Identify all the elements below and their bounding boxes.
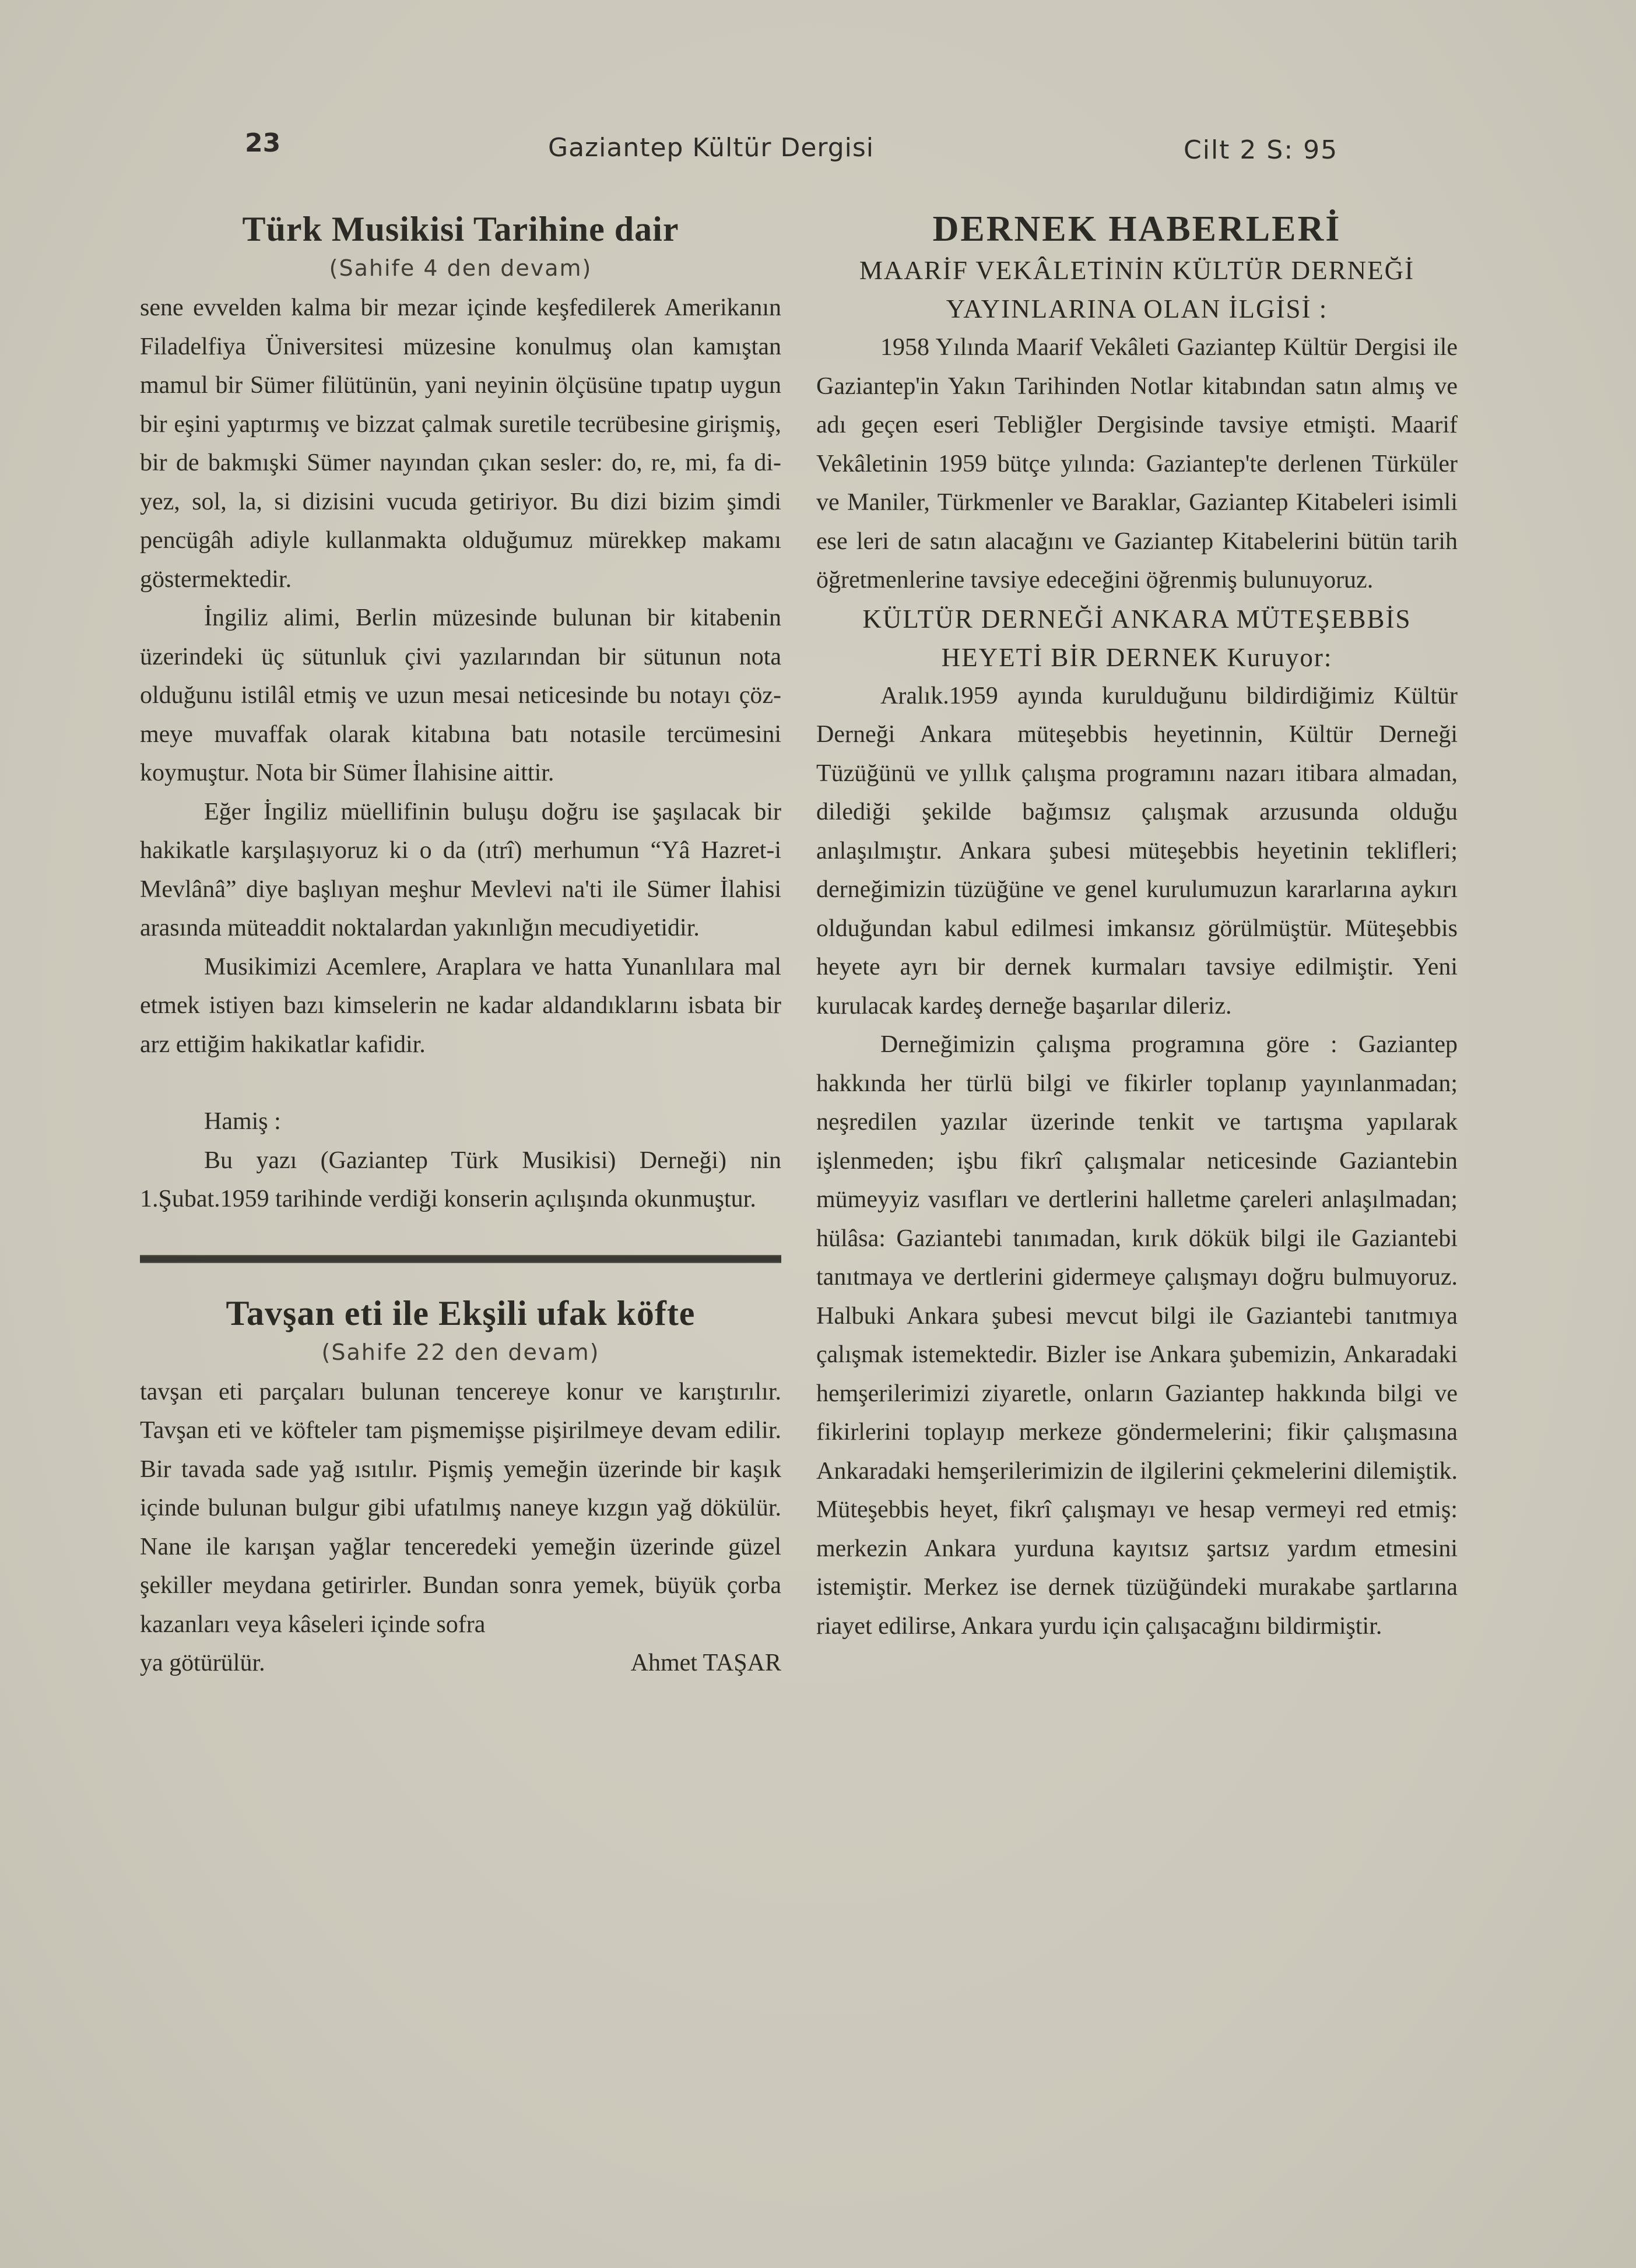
article-title-recipe: Tavşan eti ile Ekşili ufak köfte [226,1293,696,1332]
page-number: 23 [245,128,281,158]
news-heading: MAARİF VEKÂLETİNİN KÜLTÜR DERNEĞİ YAYINLARINA OLAN İLGİSİ : [859,256,1415,324]
article-paragraph: Eğer İngiliz müellifinin buluşu doğru ise şaşılacak bir hakikatle karşılaşıyoruz ki o da (ıtrî) merhumun “Yâ Hazret-i Mevlânâ” diye başlıyan meşhur Mevlevi na'ti ile Sümer İlahisi arasında müteaddit noktalardan yakınlığın mecudiyetidir. [140,798,781,941]
left-column [140,207,781,1682]
spacer [140,1064,781,1102]
news-paragraph: Aralık.1959 ayında kurulduğunu bildirdiğimiz Kültür Derneği Ankara müteşebbis heyetinnin, Kültür Derneği Tüzüğünü ve yıllık çalışma programını nazarı itibara almadan, dilediği şekilde bağımsız çalışmak arzusunda olduğu anlaşılmıştır. Ankara şubesi müteşebbis heyetinin teklifleri; derneğimizin tüzüğüne ve genel kurulumuzun kararlarına aykırı olduğundan kabul edilmesi imkansız görülmüştür. Müteşebbis heyete ayrı bir dernek kurmaları tavsiye edilmiştir. Yeni kurulacak kardeş derneğe başarılar dileriz. [816,682,1458,1019]
article-paragraph: İngiliz alimi, Berlin müzesinde bulunan bir kitabenin üzerindeki üç sütunluk çivi yazılarından bir sütunun nota olduğunu istilâl etmiş ve uzun mesai neticesinde bu notayı çözmeye muvaffak olarak kitabına batı notasile tercümesini koymuştur. Nota bir Sümer İlahisine aittir. [140,604,781,786]
volume-issue: Cilt 2 S: 95 [1184,135,1339,165]
article-title-music-history: Türk Musikisi Tarihine dair [242,210,679,248]
article-paragraph: tavşan eti parçaları bulunan tencereye konur ve karıştırılır. Tavşan eti ve köfteler tam pişmemişse pişirilmeye devam edilir. Bir tavada sade yağ ısıtılır. Pişmiş yemeğin üzerinde bir kaşık içinde bulunan bulgur gibi ufatılmış naneye kızgın yağ dökülür. Nane ile karışan yağlar tenceredeki yemeğin üzerinde güzel şekiller meydana getirirler. Bundan sonra yemek, büyük çorba kazanları veya kâseleri içinde sofra [140,1378,781,1638]
last-line: ya götürülür. [140,1650,265,1676]
news-paragraph: Derneğimizin çalışma programına göre : Gaziantep hakkında her türlü bilgi ve fikirler toplanıp yayınlanmadan; neşredilen yazılar üzerinde tenkit ve tartışma yapılarak işlenmeden; işbu fikrî çalışmalar neticesinde Gaziantebin mümeyyiz vasıfları ve dertlerini halletme çareleri anlaşılmadan; hülâsa: Gaziantebi tanımadan, kırık dökük bilgi ile Gaziantebi tanıtmaya ve dertlerini gidermeye çalışmayı doğru bulmuyoruz. Halbuki Ankara şubesi mevcut bilgi ile Gaziantebi tanıtmıya çalışmak istemektedir. Bizler ise Ankara şubemizin, Ankaradaki hemşerilerimizi ziyaretle, onların Gaziantep hakkında bilgi ve fikirlerini toplayıp merkeze göndermelerini; fikir çalışmasına Ankaradaki hemşerilerimizin de ilgilerini çekmelerini dilemiştik. Müteşebbis heyet, fikrî çalışmayı ve hesap vermeyi red etmiş: merkezin Ankara yurduna kayıtsız şartsız yardım etmesini istemiştir. Merkez ise dernek tüzüğündeki murakabe şartlarına riayet edilirse, Ankara yurdu için çalışacağını bildirmiştir. [816,1031,1458,1640]
news-paragraph: 1958 Yılında Maarif Vekâleti Gaziantep Kültür Dergisi ile Gaziantep'in Yakın Tarihinden Notlar kitabından satın almış ve adı geçen eseri Tebliğler Dergisinde tavsiye etmişti. Maarif Vekâletinin 1959 bütçe yılında: Gaziantep'te derlenen Türküler ve Maniler, Türkmenler ve Baraklar, Gaziantep Kitabeleri isimli ese leri de satın alacağını ve Gaziantep Kitabelerini bütün tarih öğretmenlerine tavsiye edeceğini öğrenmiş bulunuyoruz. [816,334,1458,593]
continued-from-note: (Sahife 4 den devam) [329,255,592,281]
section-divider [140,1255,781,1263]
running-header [0,128,1636,175]
section-title-association-news: DERNEK HABERLERİ [932,209,1342,249]
footnote-text: Bu yazı (Gaziantep Türk Musikisi) Derneği) nin 1.Şubat.1959 tarihinde verdiği konserin açılışında okunmuştur. [140,1147,781,1212]
news-heading: KÜLTÜR DERNEĞİ ANKARA MÜTEŞEBBİS HEYETİ BİR DERNEK Kuruyor: [862,604,1412,672]
continued-from-note: (Sahife 22 den devam) [321,1339,600,1365]
right-column [816,207,1458,1645]
article-paragraph: sene evvelden kalma bir mezar içinde keşfedilerek Amerikanın Filadelfiya Üniversitesi müzesine konulmuş olan kamıştan mamul bir Sümer filütünün, yani neyinin ölçüsüne tıpatıp uygun bir eşini yaptırmış ve bizzat çalmak suretile tecrübesine girişmiş, bir de bakmışki Sümer nayından çıkan sesler: do, re, mi, fa diyez, sol, la, si dizisini vucuda getiriyor. Bu dizi bizim şimdi pencügâh adiyle kullanmakta olduğumuz mürekkep makamı göstermektedir. [140,294,781,593]
article-paragraph: Musikimizi Acemlere, Araplara ve hatta Yunanlılara mal etmek istiyen bazı kimselerin ne kadar aldandıklarını isbata bir arz ettiğim hakikatlar kafidir. [140,953,781,1058]
footnote-label: Hamiş : [204,1108,281,1135]
author-name: Ahmet TAŞAR [630,1650,781,1676]
journal-title: Gaziantep Kültür Dergisi [548,133,875,163]
article-signature-line [140,1644,781,1682]
